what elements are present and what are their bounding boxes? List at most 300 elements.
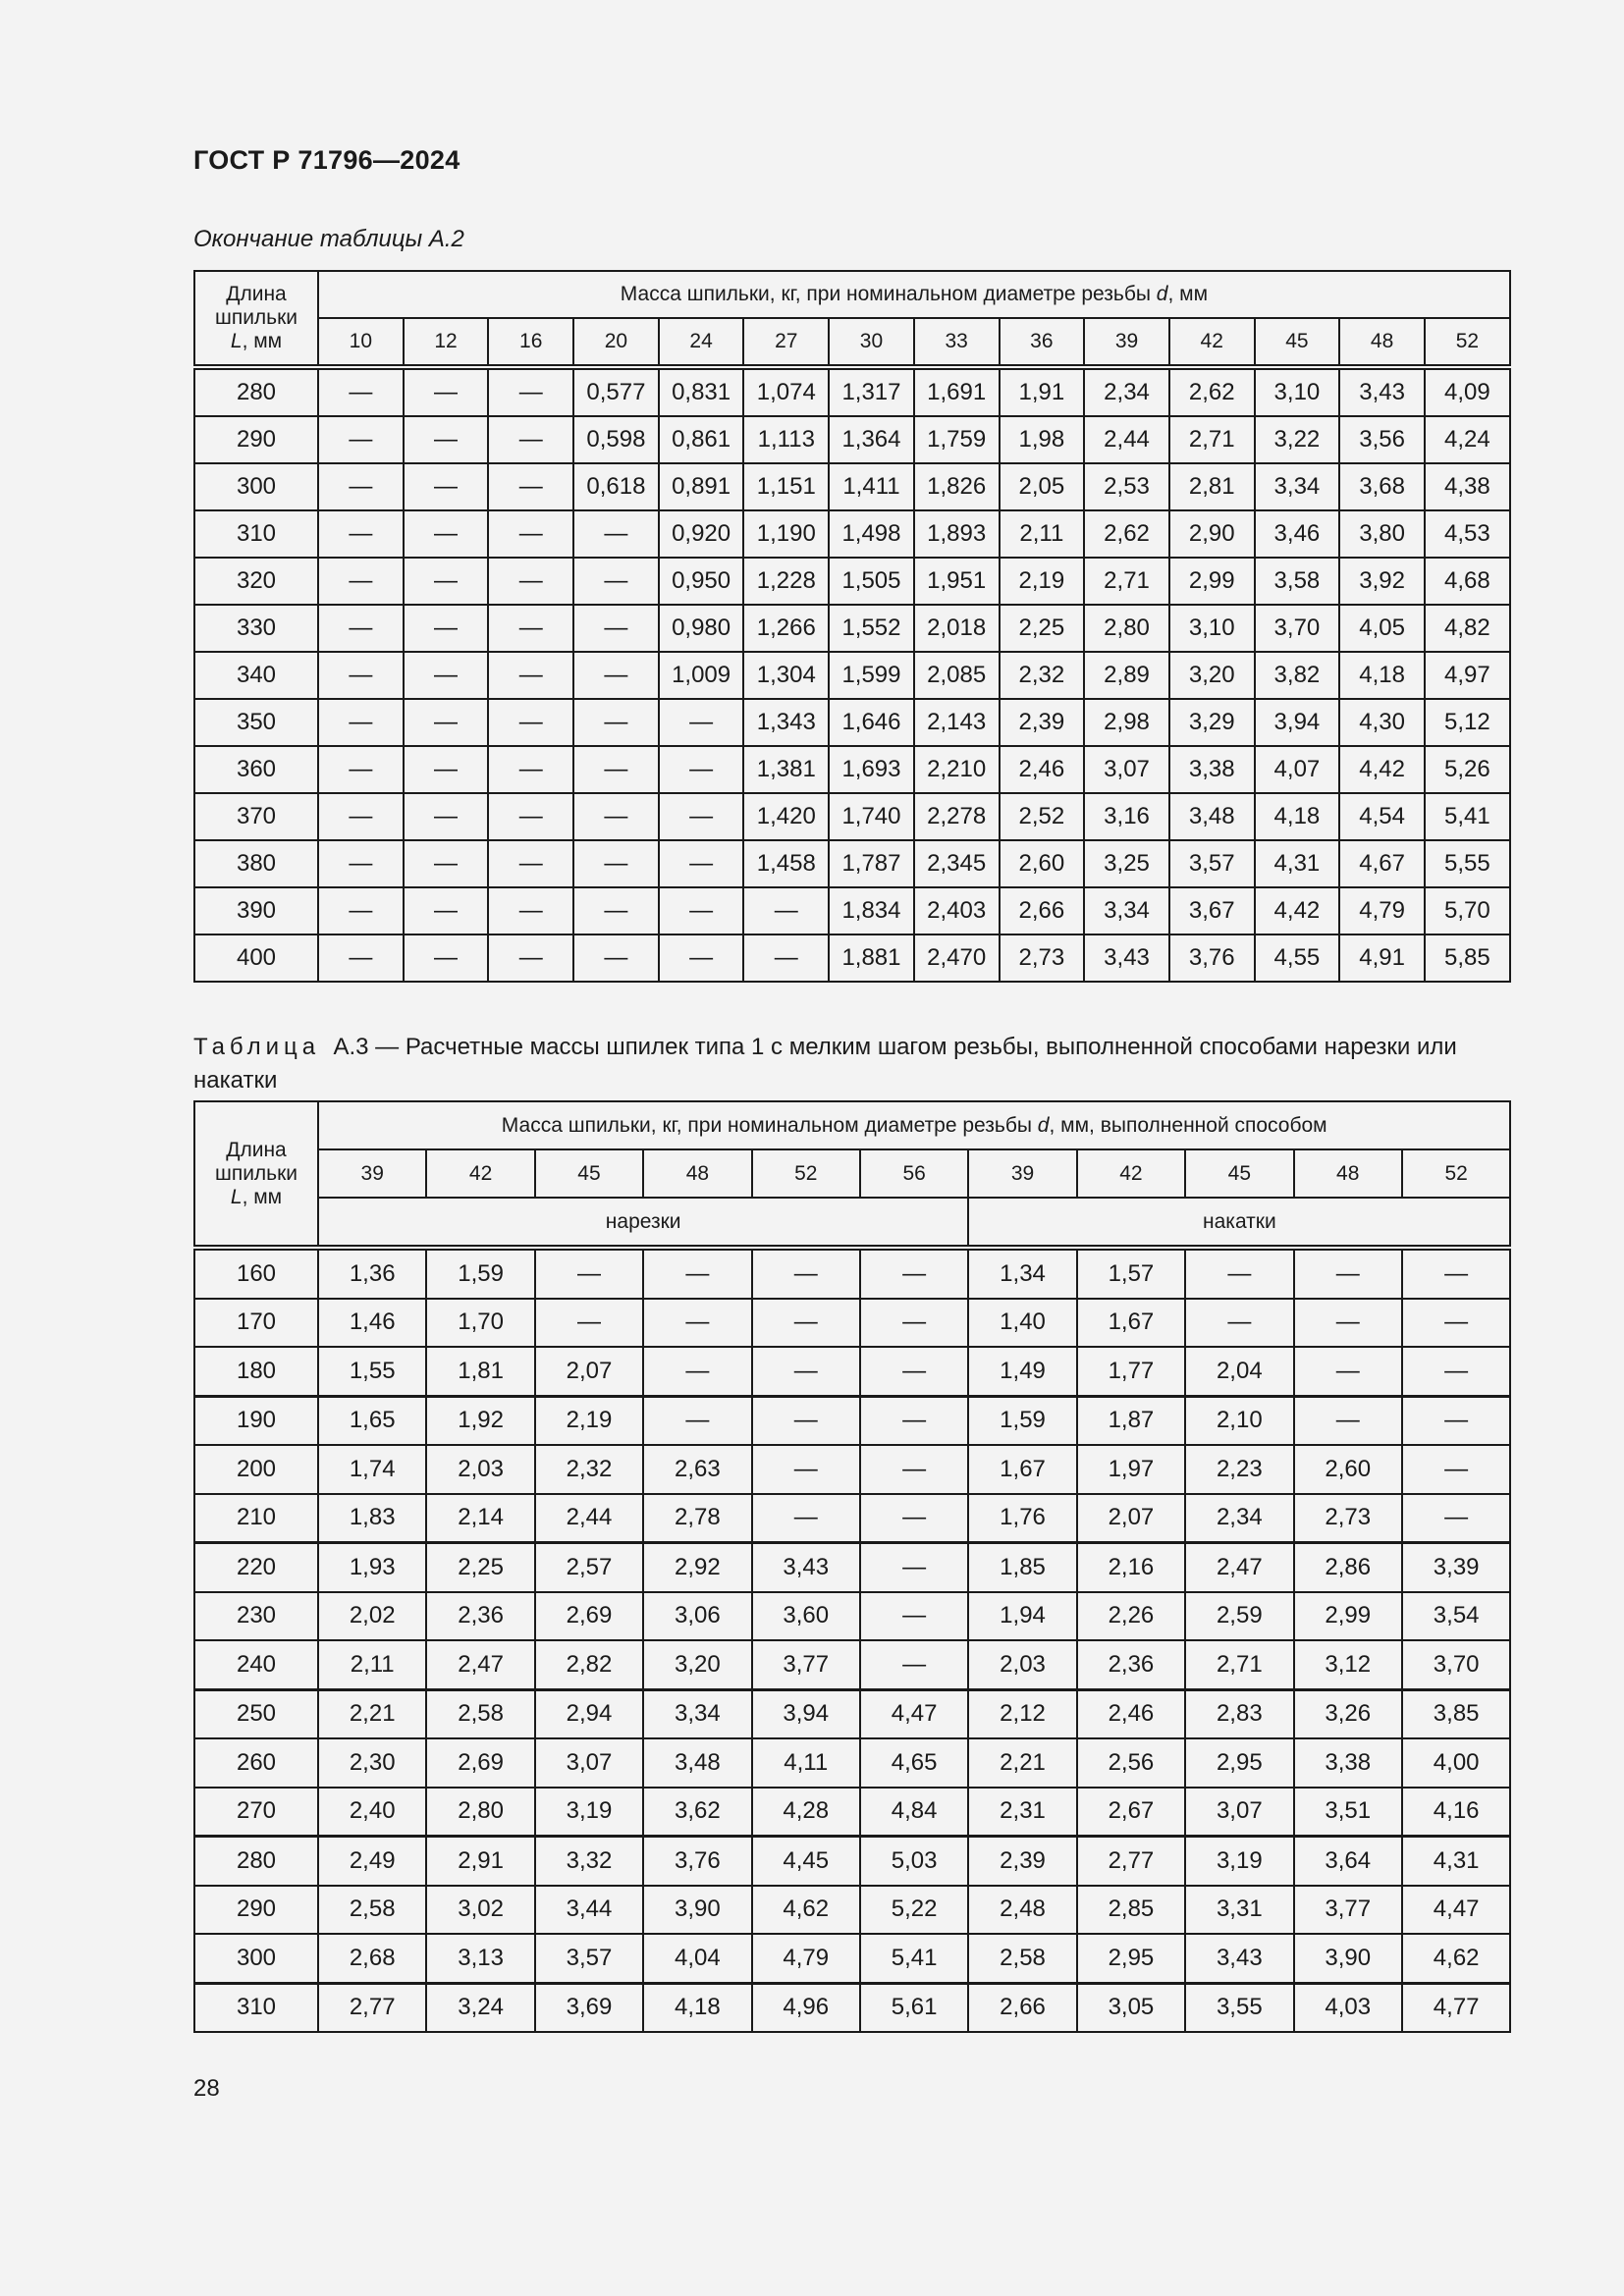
mass-cell: 1,57	[1077, 1248, 1185, 1299]
mass-cell: 2,94	[535, 1689, 643, 1738]
mass-cell: 1,381	[743, 746, 829, 793]
mass-cell: 4,11	[752, 1738, 860, 1788]
mass-cell: 1,420	[743, 793, 829, 840]
mass-cell: 3,70	[1402, 1640, 1511, 1689]
length-cell: 240	[194, 1640, 318, 1689]
mass-cell: —	[488, 605, 573, 652]
mass-cell: 3,20	[643, 1640, 751, 1689]
mass-cell: 3,38	[1294, 1738, 1402, 1788]
mass-cell: 2,47	[1185, 1543, 1293, 1592]
mass-cell: —	[1294, 1396, 1402, 1445]
table-row	[194, 1689, 1510, 1738]
mass-cell: —	[860, 1640, 968, 1689]
mass-cell: —	[643, 1299, 751, 1348]
mass-cell: 2,89	[1084, 652, 1169, 699]
mass-cell: —	[318, 367, 404, 416]
mass-cell: 4,03	[1294, 1983, 1402, 2032]
mass-cell: —	[318, 746, 404, 793]
mass-cell: 2,210	[914, 746, 1000, 793]
mass-cell: 1,46	[318, 1299, 426, 1348]
table-row	[194, 934, 1510, 982]
length-cell: 380	[194, 840, 318, 887]
mass-cell: —	[488, 793, 573, 840]
mass-cell: 1,411	[829, 463, 914, 510]
mass-cell: 4,28	[752, 1788, 860, 1837]
mass-cell: 1,59	[968, 1396, 1076, 1445]
length-cell: 390	[194, 887, 318, 934]
mass-cell: 2,39	[968, 1837, 1076, 1886]
table-row	[194, 558, 1510, 605]
mass-cell: 3,44	[535, 1886, 643, 1935]
length-header-line2: шпильки	[214, 306, 298, 329]
mass-cell: —	[488, 416, 573, 463]
mass-cell: 4,77	[1402, 1983, 1511, 2032]
mass-cell: 0,618	[573, 463, 659, 510]
mass-cell: 2,19	[535, 1396, 643, 1445]
length-cell: 190	[194, 1396, 318, 1445]
mass-cell: 1,834	[829, 887, 914, 934]
mass-cell: 3,62	[643, 1788, 751, 1837]
mass-cell: 1,92	[426, 1396, 534, 1445]
mass-cell: 2,63	[643, 1445, 751, 1494]
mass-cell: —	[318, 416, 404, 463]
length-header-line2: шпильки	[214, 1161, 298, 1185]
length-cell: 280	[194, 367, 318, 416]
mass-cell: 3,06	[643, 1592, 751, 1641]
mass-cell: —	[659, 746, 744, 793]
mass-cell: 3,13	[426, 1934, 534, 1983]
mass-cell: 3,48	[1169, 793, 1255, 840]
mass-cell: —	[573, 652, 659, 699]
mass-cell: 2,58	[968, 1934, 1076, 1983]
mass-cell: 3,39	[1402, 1543, 1511, 1592]
mass-cell: 3,05	[1077, 1983, 1185, 2032]
length-cell: 160	[194, 1248, 318, 1299]
mass-cell: 3,51	[1294, 1788, 1402, 1837]
mass-cell: —	[752, 1494, 860, 1543]
mass-cell: 2,99	[1294, 1592, 1402, 1641]
mass-cell: —	[1402, 1494, 1511, 1543]
length-cell: 220	[194, 1543, 318, 1592]
table-row	[194, 699, 1510, 746]
mass-cell: 1,97	[1077, 1445, 1185, 1494]
mass-cell: 4,05	[1339, 605, 1425, 652]
mass-cell: 1,826	[914, 463, 1000, 510]
mass-cell: 0,980	[659, 605, 744, 652]
mass-cell: —	[404, 887, 489, 934]
mass-cell: 4,65	[860, 1738, 968, 1788]
mass-cell: 1,65	[318, 1396, 426, 1445]
table-a3-body	[194, 1248, 1510, 2032]
mass-cell: 3,55	[1185, 1983, 1293, 2032]
length-cell: 250	[194, 1689, 318, 1738]
diameter-header-cell: 52	[1425, 318, 1510, 367]
mass-cell: 3,29	[1169, 699, 1255, 746]
mass-cell: —	[318, 887, 404, 934]
mass-cell: 3,48	[643, 1738, 751, 1788]
mass-cell: —	[318, 605, 404, 652]
mass-cell: —	[752, 1347, 860, 1396]
mass-cell: 2,81	[1169, 463, 1255, 510]
mass-cell: 3,34	[643, 1689, 751, 1738]
mass-cell: 1,93	[318, 1543, 426, 1592]
length-cell: 350	[194, 699, 318, 746]
table-a3	[193, 1100, 1511, 2033]
mass-cell: 3,16	[1084, 793, 1169, 840]
mass-cell: —	[1402, 1299, 1511, 1348]
mass-cell: 3,46	[1255, 510, 1340, 558]
mass-cell: 2,11	[1000, 510, 1085, 558]
mass-cell: —	[404, 699, 489, 746]
mass-cell: —	[488, 463, 573, 510]
table-row	[194, 1347, 1510, 1396]
mass-cell: 3,19	[535, 1788, 643, 1837]
mass-cell: 5,55	[1425, 840, 1510, 887]
length-cell: 270	[194, 1788, 318, 1837]
table-row	[194, 793, 1510, 840]
mass-cell: 2,36	[426, 1592, 534, 1641]
mass-cell: —	[488, 934, 573, 982]
mass-cell: 2,40	[318, 1788, 426, 1837]
mass-cell: 4,00	[1402, 1738, 1511, 1788]
mass-cell: 0,891	[659, 463, 744, 510]
mass-cell: 1,458	[743, 840, 829, 887]
diameter-header-cell: 30	[829, 318, 914, 367]
table-row	[194, 1248, 1510, 1299]
mass-cell: —	[488, 887, 573, 934]
table-row	[194, 1445, 1510, 1494]
mass-cell: 3,32	[535, 1837, 643, 1886]
mass-cell: 3,69	[535, 1983, 643, 2032]
mass-cell: 4,45	[752, 1837, 860, 1886]
mass-cell: —	[488, 746, 573, 793]
mass-cell: 3,43	[1339, 367, 1425, 416]
mass-cell: 1,599	[829, 652, 914, 699]
mass-cell: 1,304	[743, 652, 829, 699]
mass-cell: 1,77	[1077, 1347, 1185, 1396]
table-row	[194, 1837, 1510, 1886]
mass-cell: —	[643, 1347, 751, 1396]
table-a3-caption-text: А.3 — Расчетные массы шпилек типа 1 с мелким шагом резьбы, выполненной способами нарезки или накатки	[193, 1034, 1457, 1094]
table-row	[194, 1543, 1510, 1592]
length-cell: 180	[194, 1347, 318, 1396]
mass-cell: 2,25	[1000, 605, 1085, 652]
mass-cell: 2,73	[1000, 934, 1085, 982]
mass-cell: 3,02	[426, 1886, 534, 1935]
mass-cell: 2,85	[1077, 1886, 1185, 1935]
mass-cell: 3,07	[535, 1738, 643, 1788]
mass-cell: —	[404, 840, 489, 887]
mass-cell: 4,38	[1425, 463, 1510, 510]
mass-cell: —	[318, 793, 404, 840]
mass-cell: 3,19	[1185, 1837, 1293, 1886]
mass-cell: 2,95	[1077, 1934, 1185, 1983]
mass-cell: 4,31	[1255, 840, 1340, 887]
table-row	[194, 510, 1510, 558]
diameter-header-row	[194, 1149, 1510, 1198]
mass-cell: —	[1294, 1347, 1402, 1396]
mass-cell: 1,740	[829, 793, 914, 840]
mass-cell: 2,99	[1169, 558, 1255, 605]
mass-cell: 2,085	[914, 652, 1000, 699]
mass-cell: —	[318, 699, 404, 746]
table-row	[194, 605, 1510, 652]
mass-cell: 2,21	[318, 1689, 426, 1738]
mass-cell: —	[573, 699, 659, 746]
mass-cell: 3,57	[1169, 840, 1255, 887]
length-cell: 300	[194, 463, 318, 510]
table-row	[194, 746, 1510, 793]
table-row	[194, 1886, 1510, 1935]
mass-cell: 2,71	[1185, 1640, 1293, 1689]
mass-cell: —	[743, 887, 829, 934]
mass-cell: —	[573, 746, 659, 793]
mass-cell: 2,60	[1294, 1445, 1402, 1494]
mass-cell: 4,97	[1425, 652, 1510, 699]
mass-cell: 4,55	[1255, 934, 1340, 982]
mass-cell: 1,759	[914, 416, 1000, 463]
mass-cell: —	[318, 840, 404, 887]
mass-cell: 4,18	[643, 1983, 751, 2032]
method-cutting-header: нарезки	[318, 1198, 968, 1248]
mass-cell: 2,02	[318, 1592, 426, 1641]
mass-cell: 2,67	[1077, 1788, 1185, 1837]
diameter-header-cell: 12	[404, 318, 489, 367]
diameter-header-cell: 48	[643, 1149, 751, 1198]
mass-cell: —	[752, 1445, 860, 1494]
diameter-header-cell: 33	[914, 318, 1000, 367]
mass-cell: —	[860, 1543, 968, 1592]
mass-cell: 3,76	[1169, 934, 1255, 982]
mass-cell: —	[643, 1248, 751, 1299]
length-cell: 400	[194, 934, 318, 982]
diameter-header-cell: 52	[752, 1149, 860, 1198]
length-cell: 200	[194, 1445, 318, 1494]
mass-cell: 2,92	[643, 1543, 751, 1592]
mass-cell: 2,69	[426, 1738, 534, 1788]
mass-cell: —	[573, 793, 659, 840]
mass-cell: 1,228	[743, 558, 829, 605]
mass-cell: 1,317	[829, 367, 914, 416]
mass-cell: 2,77	[1077, 1837, 1185, 1886]
mass-cell: 1,59	[426, 1248, 534, 1299]
mass-cell: 2,018	[914, 605, 1000, 652]
mass-cell: 1,009	[659, 652, 744, 699]
length-header-line3: L, мм	[230, 330, 283, 352]
mass-cell: 1,49	[968, 1347, 1076, 1396]
mass-cell: 2,23	[1185, 1445, 1293, 1494]
mass-cell: 3,60	[752, 1592, 860, 1641]
mass-cell: 1,81	[426, 1347, 534, 1396]
mass-cell: —	[752, 1396, 860, 1445]
diameter-header-cell: 48	[1294, 1149, 1402, 1198]
mass-cell: 4,68	[1425, 558, 1510, 605]
mass-cell: 3,64	[1294, 1837, 1402, 1886]
mass-cell: 1,113	[743, 416, 829, 463]
mass-cell: 1,552	[829, 605, 914, 652]
mass-cell: —	[404, 416, 489, 463]
mass-cell: 2,31	[968, 1788, 1076, 1837]
mass-cell: 4,53	[1425, 510, 1510, 558]
diameter-header-cell: 16	[488, 318, 573, 367]
table-row	[194, 1738, 1510, 1788]
mass-cell: —	[488, 558, 573, 605]
mass-cell: 3,54	[1402, 1592, 1511, 1641]
diameter-header-cell: 45	[1255, 318, 1340, 367]
mass-cell: 2,470	[914, 934, 1000, 982]
mass-cell: 2,03	[426, 1445, 534, 1494]
mass-cell: —	[1402, 1347, 1511, 1396]
mass-cell: 1,151	[743, 463, 829, 510]
mass-cell: 3,58	[1255, 558, 1340, 605]
mass-cell: 2,78	[643, 1494, 751, 1543]
mass-cell: 5,41	[860, 1934, 968, 1983]
mass-cell: —	[752, 1299, 860, 1348]
mass-cell: 3,94	[752, 1689, 860, 1738]
mass-cell: 2,95	[1185, 1738, 1293, 1788]
mass-cell: 3,77	[752, 1640, 860, 1689]
mass-cell: 2,56	[1077, 1738, 1185, 1788]
mass-cell: 1,87	[1077, 1396, 1185, 1445]
mass-cell: —	[1294, 1299, 1402, 1348]
mass-cell: —	[643, 1396, 751, 1445]
mass-cell: 4,09	[1425, 367, 1510, 416]
mass-cell: 3,43	[752, 1543, 860, 1592]
mass-cell: 1,364	[829, 416, 914, 463]
table-a2-body	[194, 367, 1510, 982]
mass-cell: 3,34	[1084, 887, 1169, 934]
mass-cell: 2,49	[318, 1837, 426, 1886]
mass-cell: 1,190	[743, 510, 829, 558]
mass-cell: 3,90	[643, 1886, 751, 1935]
length-cell: 310	[194, 510, 318, 558]
mass-cell: —	[860, 1299, 968, 1348]
diameter-header-cell: 39	[1084, 318, 1169, 367]
mass-cell: 2,25	[426, 1543, 534, 1592]
mass-cell: —	[318, 934, 404, 982]
mass-cell: 3,80	[1339, 510, 1425, 558]
mass-cell: 1,67	[1077, 1299, 1185, 1348]
mass-cell: 2,48	[968, 1886, 1076, 1935]
mass-cell: 2,11	[318, 1640, 426, 1689]
mass-cell: 4,42	[1255, 887, 1340, 934]
mass-cell: 1,881	[829, 934, 914, 982]
mass-cell: 0,950	[659, 558, 744, 605]
mass-cell: —	[860, 1396, 968, 1445]
mass-cell: 2,83	[1185, 1689, 1293, 1738]
mass-cell: 2,21	[968, 1738, 1076, 1788]
mass-cell: 4,54	[1339, 793, 1425, 840]
mass-cell: 1,83	[318, 1494, 426, 1543]
mass-cell: 2,30	[318, 1738, 426, 1788]
mass-cell: 1,74	[318, 1445, 426, 1494]
mass-cell: —	[318, 652, 404, 699]
mass-cell: 3,77	[1294, 1886, 1402, 1935]
mass-cell: 2,66	[1000, 887, 1085, 934]
mass-cell: 1,498	[829, 510, 914, 558]
mass-cell: 3,43	[1084, 934, 1169, 982]
mass-cell: 4,04	[643, 1934, 751, 1983]
mass-cell: —	[488, 367, 573, 416]
page-number: 28	[193, 2075, 220, 2102]
mass-cell: 2,98	[1084, 699, 1169, 746]
mass-cell: 1,55	[318, 1347, 426, 1396]
mass-cell: —	[535, 1299, 643, 1348]
mass-cell: 3,82	[1255, 652, 1340, 699]
mass-cell: 1,76	[968, 1494, 1076, 1543]
mass-cell: 3,10	[1255, 367, 1340, 416]
mass-cell: 2,34	[1084, 367, 1169, 416]
length-header-line1: Длина	[226, 283, 287, 305]
mass-cell: 3,90	[1294, 1934, 1402, 1983]
mass-cell: 1,67	[968, 1445, 1076, 1494]
mass-cell: 2,71	[1169, 416, 1255, 463]
mass-cell: —	[860, 1248, 968, 1299]
length-cell: 260	[194, 1738, 318, 1788]
length-column-header	[194, 271, 318, 367]
mass-cell: 2,403	[914, 887, 1000, 934]
mass-cell: —	[318, 463, 404, 510]
mass-cell: —	[404, 367, 489, 416]
mass-cell: 3,43	[1185, 1934, 1293, 1983]
diameter-header-cell: 20	[573, 318, 659, 367]
length-cell: 280	[194, 1837, 318, 1886]
mass-cell: 0,598	[573, 416, 659, 463]
mass-cell: 3,34	[1255, 463, 1340, 510]
mass-cell: 2,90	[1169, 510, 1255, 558]
mass-cell: —	[1185, 1248, 1293, 1299]
mass-cell: 3,94	[1255, 699, 1340, 746]
mass-cell: 2,143	[914, 699, 1000, 746]
mass-cell: 3,85	[1402, 1689, 1511, 1738]
mass-cell: —	[573, 558, 659, 605]
mass-cell: 3,67	[1169, 887, 1255, 934]
mass-cell: —	[1294, 1248, 1402, 1299]
mass-cell: 1,94	[968, 1592, 1076, 1641]
mass-cell: —	[860, 1494, 968, 1543]
diameter-header-cell: 27	[743, 318, 829, 367]
mass-cell: 0,920	[659, 510, 744, 558]
mass-cell: 3,07	[1084, 746, 1169, 793]
mass-cell: 3,70	[1255, 605, 1340, 652]
mass-cell: —	[404, 558, 489, 605]
mass-cell: —	[404, 652, 489, 699]
mass-cell: —	[659, 934, 744, 982]
method-rolling-header: накатки	[968, 1198, 1510, 1248]
mass-cell: —	[573, 887, 659, 934]
diameter-header-cell: 42	[426, 1149, 534, 1198]
mass-cell: 3,24	[426, 1983, 534, 2032]
diameter-header-cell: 48	[1339, 318, 1425, 367]
mass-header: Масса шпильки, кг, при номинальном диаметре резьбы d, мм	[318, 271, 1510, 318]
table-row	[194, 1592, 1510, 1641]
mass-cell: —	[659, 793, 744, 840]
mass-cell: —	[488, 652, 573, 699]
mass-cell: 2,46	[1077, 1689, 1185, 1738]
mass-cell: —	[404, 463, 489, 510]
mass-cell: 3,25	[1084, 840, 1169, 887]
mass-cell: —	[1185, 1299, 1293, 1348]
table-row	[194, 1494, 1510, 1543]
diameter-header-cell: 42	[1169, 318, 1255, 367]
mass-cell: 1,70	[426, 1299, 534, 1348]
mass-cell: 2,80	[426, 1788, 534, 1837]
table-row	[194, 1983, 1510, 2032]
mass-cell: 2,19	[1000, 558, 1085, 605]
mass-cell: 2,66	[968, 1983, 1076, 2032]
length-cell: 210	[194, 1494, 318, 1543]
mass-cell: 4,96	[752, 1983, 860, 2032]
